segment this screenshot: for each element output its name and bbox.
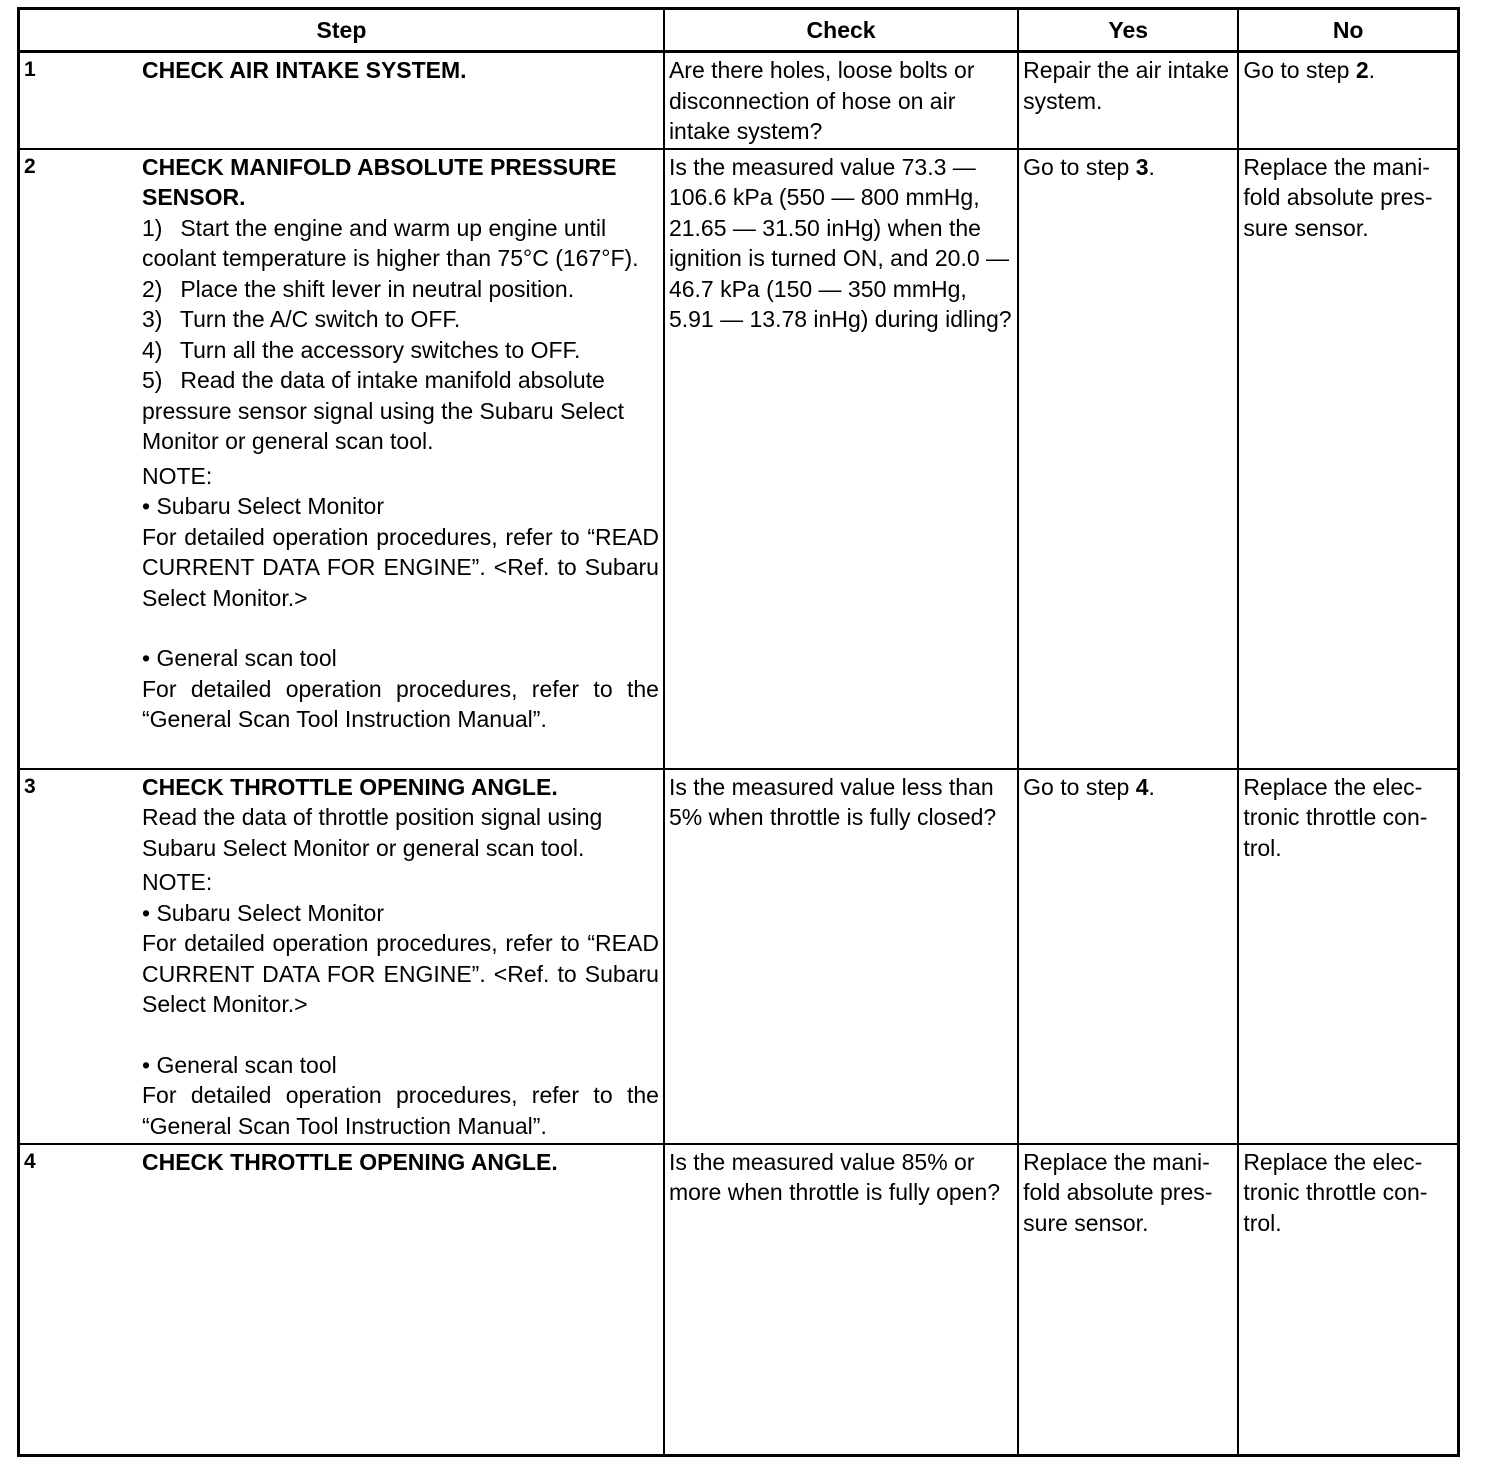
header-no: No: [1238, 9, 1458, 52]
header-check: Check: [664, 9, 1018, 52]
procedure-step: 3) Turn the A/C switch to OFF.: [142, 306, 461, 332]
header-step: Step: [19, 9, 664, 52]
procedure-step: 4) Turn all the accessory switches to OFF.: [142, 336, 581, 363]
check-cell: [664, 1144, 1018, 1456]
no-text: Go to step 2.: [1243, 57, 1376, 83]
note-bullet: • Subaru Select Monitor: [142, 899, 385, 926]
procedure-step: 1) Start the engine and warm up engine until coolant temperature is higher than 75°C (167°F).: [142, 214, 639, 271]
note-bullet: • General scan tool: [142, 1051, 337, 1078]
yes-cell: [1018, 149, 1238, 769]
header-yes: Yes: [1018, 9, 1238, 52]
step-cell: [19, 769, 664, 1144]
yes-cell: [1018, 1144, 1238, 1456]
no-text: Replace the elec-tronic throttle con-trol.: [1243, 1148, 1428, 1236]
step-title: CHECK AIR INTAKE SYSTEM.: [142, 57, 467, 83]
yes-text: Replace the mani-fold absolute pres-sure sensor.: [1023, 1148, 1213, 1236]
no-cell: [1238, 52, 1458, 149]
step-title: CHECK THROTTLE OPENING ANGLE.: [142, 773, 558, 800]
note-bullet: • Subaru Select Monitor: [142, 493, 385, 519]
step-number: 1: [24, 58, 36, 81]
table-row-step-3: [19, 769, 1459, 1144]
step-description: Read the data of throttle position signal using Subaru Select Monitor or general scan tool.: [142, 804, 603, 861]
no-cell: [1238, 1144, 1458, 1456]
check-text: Is the measured value less than 5% when throttle is fully closed?: [668, 773, 997, 830]
yes-text: Go to step 4.: [1023, 773, 1155, 800]
note-text: For detailed operation procedures, refer to “READ CURRENT DATA FOR ENGINE”. <Ref. to Subaru Select Monitor.>: [142, 930, 659, 1017]
step-title: CHECK THROTTLE OPENING ANGLE.: [142, 1148, 558, 1175]
header-row: [19, 9, 1459, 52]
step-number: 4: [24, 1149, 36, 1173]
note-label: NOTE:: [142, 462, 213, 489]
no-cell: [1238, 149, 1458, 769]
table-row-step-4: [19, 1144, 1459, 1456]
step-cell: [19, 149, 664, 769]
note-text: For detailed operation procedures, refer to the “General Scan Tool Instruction Manual”.: [142, 1082, 659, 1139]
yes-text: Go to step 3.: [1023, 153, 1155, 180]
note-label: NOTE:: [142, 869, 213, 895]
check-cell: [664, 149, 1018, 769]
note-text: For detailed operation procedures, refer to “READ CURRENT DATA FOR ENGINE”. <Ref. to Subaru Select Monitor.>: [142, 523, 659, 611]
check-cell: [664, 52, 1018, 149]
check-cell: [664, 769, 1018, 1144]
note-bullet: • General scan tool: [142, 645, 337, 671]
check-text: Are there holes, loose bolts or disconnection of hose on air intake system?: [668, 57, 975, 144]
table-row-step-1: [19, 52, 1459, 149]
yes-cell: [1018, 52, 1238, 149]
note-text: For detailed operation procedures, refer to the “General Scan Tool Instruction Manual”.: [142, 675, 659, 732]
no-text: Replace the mani-fold absolute pres-sure sensor.: [1243, 153, 1433, 241]
no-cell: [1238, 769, 1458, 1144]
step-number: 2: [24, 154, 36, 178]
diagnostic-table: [17, 7, 1460, 1457]
step-cell: [19, 52, 664, 149]
yes-cell: [1018, 769, 1238, 1144]
check-text: Is the measured value 85% or more when throttle is fully open?: [668, 1148, 1001, 1205]
no-text: Replace the elec-tronic throttle con-trol.: [1243, 773, 1428, 861]
procedure-step: 5) Read the data of intake manifold absolute pressure sensor signal using the Subaru Select Monitor or general scan tool.: [142, 367, 625, 454]
step-number: 3: [24, 774, 36, 798]
check-text: Is the measured value 73.3 — 106.6 kPa (550 — 800 mmHg, 21.65 — 31.50 inHg) when the ignition is turned ON, and 20.0 — 46.7 kPa (150 — 350 mmHg, 5.91 — 13.78 inHg) during idling?: [668, 153, 1012, 332]
table-row-step-2: [19, 149, 1459, 769]
procedure-step: 2) Place the shift lever in neutral position.: [142, 275, 575, 302]
step-title: CHECK MANIFOLD ABSOLUTE PRESSURE SENSOR.: [142, 153, 617, 210]
step-cell: [19, 1144, 664, 1456]
yes-text: Repair the air intake system.: [1023, 57, 1230, 114]
